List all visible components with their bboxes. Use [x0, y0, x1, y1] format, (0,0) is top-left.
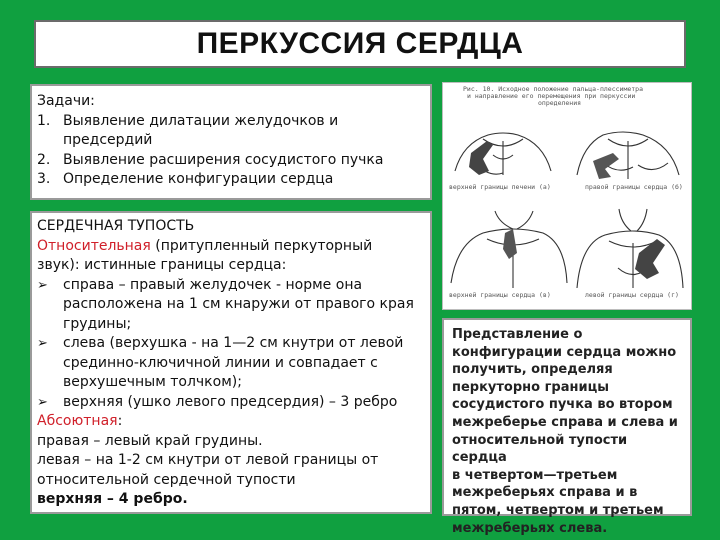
absolute-text: относительной сердечной тупости	[37, 471, 296, 488]
hand-drawing-c	[503, 229, 517, 259]
note-line: пятом, четвертом и третьем	[452, 502, 664, 518]
figure-caption-top: и направление его перемещения при перкуссии	[467, 92, 636, 100]
torso-drawing-b	[577, 132, 679, 179]
task-line: Определение конфигурации сердца	[63, 171, 334, 187]
dullness-heading: СЕРДЕЧНАЯ ТУПОСТЬ	[37, 218, 195, 234]
arrow-bullet-icon: ➢	[37, 336, 48, 351]
torso-drawing-d	[577, 209, 683, 288]
task-number: 2.	[37, 151, 51, 168]
task-item	[37, 112, 426, 151]
percussion-illustration	[443, 83, 691, 309]
note-line: межреберьях справа и в	[452, 485, 638, 501]
percussion-figure	[442, 82, 692, 310]
relative-label: Относительная	[37, 237, 151, 254]
figure-caption-d: левой границы сердца (г)	[585, 291, 679, 299]
note-line: межреберьях слева.	[452, 520, 608, 536]
bullet-line: срединно-ключичной линии и совпадает с	[63, 354, 378, 371]
absolute-label: Абсоютная	[37, 413, 118, 429]
tasks-box	[30, 84, 432, 200]
bullet-line: верхняя (ушко левого предсердия) – 3 ребро	[63, 393, 398, 410]
task-line: предсердий	[63, 132, 153, 148]
relative-text-2: звук): истинные границы сердца:	[37, 257, 287, 273]
list-item	[37, 334, 426, 393]
task-line: Выявление расширения сосудистого пучка	[63, 151, 384, 168]
figure-caption-top: Рис. 10. Исходное положение пальца-плессиметра	[463, 85, 644, 93]
title-box	[34, 20, 686, 68]
list-item	[37, 276, 426, 335]
arrow-bullet-icon: ➢	[37, 277, 48, 293]
figure-caption-b: правой границы сердца (б)	[585, 183, 683, 191]
list-item	[37, 393, 426, 413]
note-line: перкуторно границы	[452, 379, 609, 395]
bullet-line: верхушечным толчком);	[63, 374, 242, 390]
bullet-line: расположена на 1 см кнаружи от правого края	[63, 296, 414, 312]
bullet-line: слева (верхушка - на 1—2 см кнутри от левой	[63, 335, 404, 351]
absolute-text: верхняя – 4 ребро.	[37, 491, 188, 507]
note-line: конфигурации сердца можно	[452, 344, 677, 360]
task-line: Выявление дилатации желудочков и	[63, 112, 339, 129]
bullet-line: грудины;	[63, 315, 132, 332]
absolute-colon: :	[117, 413, 123, 429]
bullet-line: справа – правый желудочек - норме она	[63, 276, 363, 293]
torso-drawing-a	[455, 133, 551, 175]
absolute-text: правая – левый край грудины.	[37, 432, 263, 449]
note-line: сосудистого пучка во втором	[452, 397, 673, 413]
note-line: получить, определяя	[452, 362, 613, 378]
cardiac-dullness-box	[30, 211, 432, 514]
absolute-text: левая – на 1-2 см кнутри от левой границы от	[37, 452, 379, 468]
task-number: 1.	[37, 112, 51, 129]
relative-line	[37, 237, 426, 257]
figure-caption-c: верхней границы сердца (в)	[449, 291, 551, 299]
task-item	[37, 170, 426, 190]
task-item	[37, 151, 426, 171]
figure-caption-a: верхней границы печени (а)	[449, 183, 551, 191]
note-line: в четвертом—третьем	[452, 467, 618, 483]
note-line: межреберье справа и слева и	[452, 414, 678, 430]
absolute-line	[37, 412, 426, 432]
note-line: относительной тупости сердца	[452, 432, 628, 466]
task-number: 3.	[37, 171, 51, 187]
hand-drawing-b	[593, 153, 619, 179]
note-box	[442, 318, 692, 536]
relative-text: (притупленный перкуторный	[150, 237, 373, 254]
figure-caption-top: определения	[538, 99, 582, 107]
page-title: ПЕРКУССИЯ СЕРДЦА	[196, 27, 524, 60]
arrow-bullet-icon: ➢	[37, 394, 48, 410]
hand-drawing-a	[469, 141, 493, 175]
tasks-heading: Задачи:	[37, 93, 95, 109]
note-line: Представление о	[452, 327, 583, 342]
